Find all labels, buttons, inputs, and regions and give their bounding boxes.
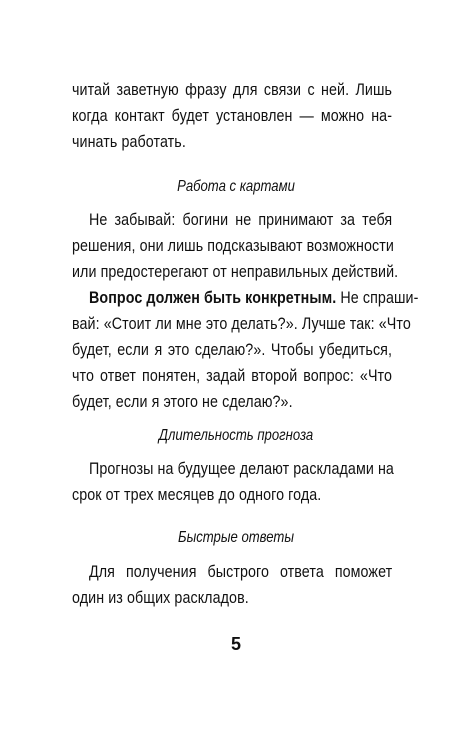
body-line: решения, они лишь подсказывают возможности: [72, 236, 394, 255]
section-heading: Длительность прогноза: [158, 427, 314, 444]
emphasis-text: Вопрос должен быть конкретным.: [89, 288, 337, 307]
body-line: Не забывай: богини не принимают за тебя: [89, 210, 393, 229]
body-text: Не спраши-: [336, 288, 419, 307]
section-heading: Работа с картами: [177, 178, 295, 195]
body-line: срок от трех месяцев до одного года.: [72, 485, 322, 504]
body-line: будет, если я этого не сделаю?».: [72, 392, 293, 411]
body-line: чинать работать.: [72, 132, 186, 151]
page-number: 5: [230, 634, 241, 654]
body-line: или предостерегают от неправильных действий.: [72, 262, 399, 281]
body-line: Для получения быстрого ответа поможет: [89, 562, 393, 581]
section-heading: Быстрые ответы: [178, 529, 294, 546]
body-line: [89, 286, 419, 310]
body-line: что ответ понятен, задай второй вопрос: «Что: [72, 366, 393, 385]
body-line: Прогнозы на будущее делают раскладами на: [89, 459, 394, 478]
body-line: когда контакт будет установлен — можно на-: [72, 106, 393, 125]
body-line: читай заветную фразу для связи с ней. Лишь: [72, 80, 393, 99]
body-line: будет, если я это сделаю?». Чтобы убедиться,: [72, 340, 393, 359]
body-line: вай: «Стоит ли мне это делать?». Лучше так: «Что: [72, 314, 411, 333]
body-line: один из общих раскладов.: [72, 588, 249, 607]
